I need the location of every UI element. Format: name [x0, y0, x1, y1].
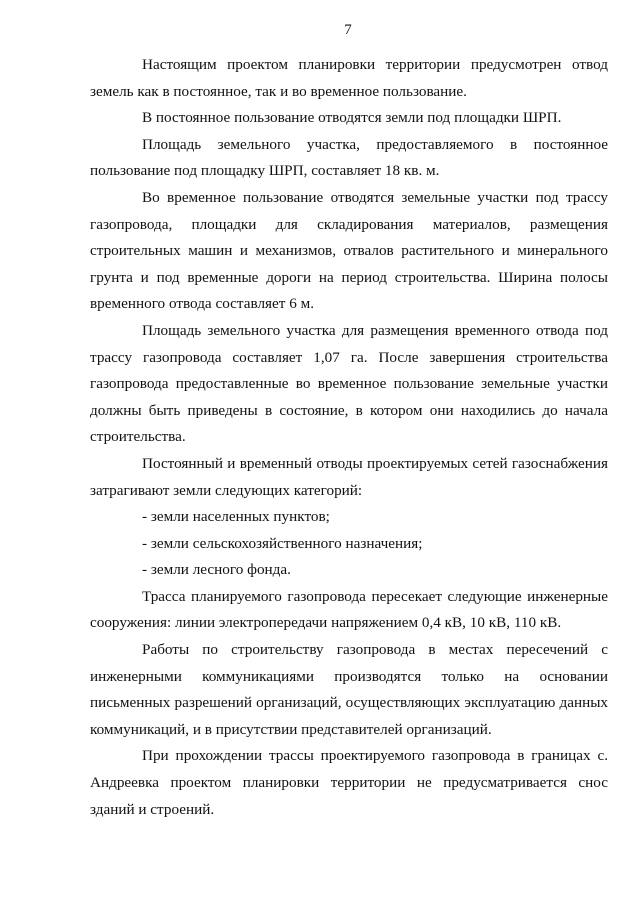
list-item-agricultural: - земли сельскохозяйственного назначения;: [142, 534, 423, 552]
list-item-settlements: - земли населенных пунктов;: [142, 508, 330, 526]
paragraph-crossings: Трасса планируемого газопровода пересекает следующие инженерные сооружения: линии электропередачи напряжением 0,4 кВ, 10 кВ, 110 кВ.: [90, 587, 608, 632]
list-item-forest: - земли лесного фонда.: [142, 561, 291, 579]
paragraph-permanent-area: Площадь земельного участка, предоставляемого в постоянное пользование под площадку ШРП, составляет 18 кв. м.: [90, 135, 608, 180]
paragraph-temporary-use: Во временное пользование отводятся земельные участки под трассу газопровода, площадки для складирования материалов, размещения строительных машин и механизмов, отвалов растительного и минерального грунта и под временные дороги на период строительства. Ширина полосы временного отвода составляет 6 м.: [90, 188, 608, 313]
paragraph-crossing-works: Работы по строительству газопровода в местах пересечений с инженерными коммуникациями производятся только на основании письменных разрешений организаций, осуществляющих эксплуатацию данных коммуникаций, и в присутствии представителей организаций.: [90, 641, 608, 738]
paragraph-land-allotment-intro: Настоящим проектом планировки территории предусмотрен отвод земель как в постоянное, так и во временное пользование.: [90, 56, 608, 100]
paragraph-land-categories: Постоянный и временный отводы проектируемых сетей газоснабжения затрагивают земли следующих категорий:: [90, 454, 608, 499]
paragraph-no-demolition: При прохождении трассы проектируемого газопровода в границах с. Андреевка проектом планировки территории не предусматривается снос зданий и строений.: [90, 747, 608, 818]
paragraph-temporary-area: Площадь земельного участка для размещения временного отвода под трассу газопровода составляет 1,07 га. После завершения строительства газопровода предоставленные во временное пользование земельные участки должны быть приведены в состояние, в котором они находились до начала строительства.: [90, 321, 608, 446]
document-body: [90, 52, 608, 823]
page-number: 7: [344, 22, 352, 38]
paragraph-permanent-use: В постоянное пользование отводятся земли под площадки ШРП.: [142, 109, 562, 127]
